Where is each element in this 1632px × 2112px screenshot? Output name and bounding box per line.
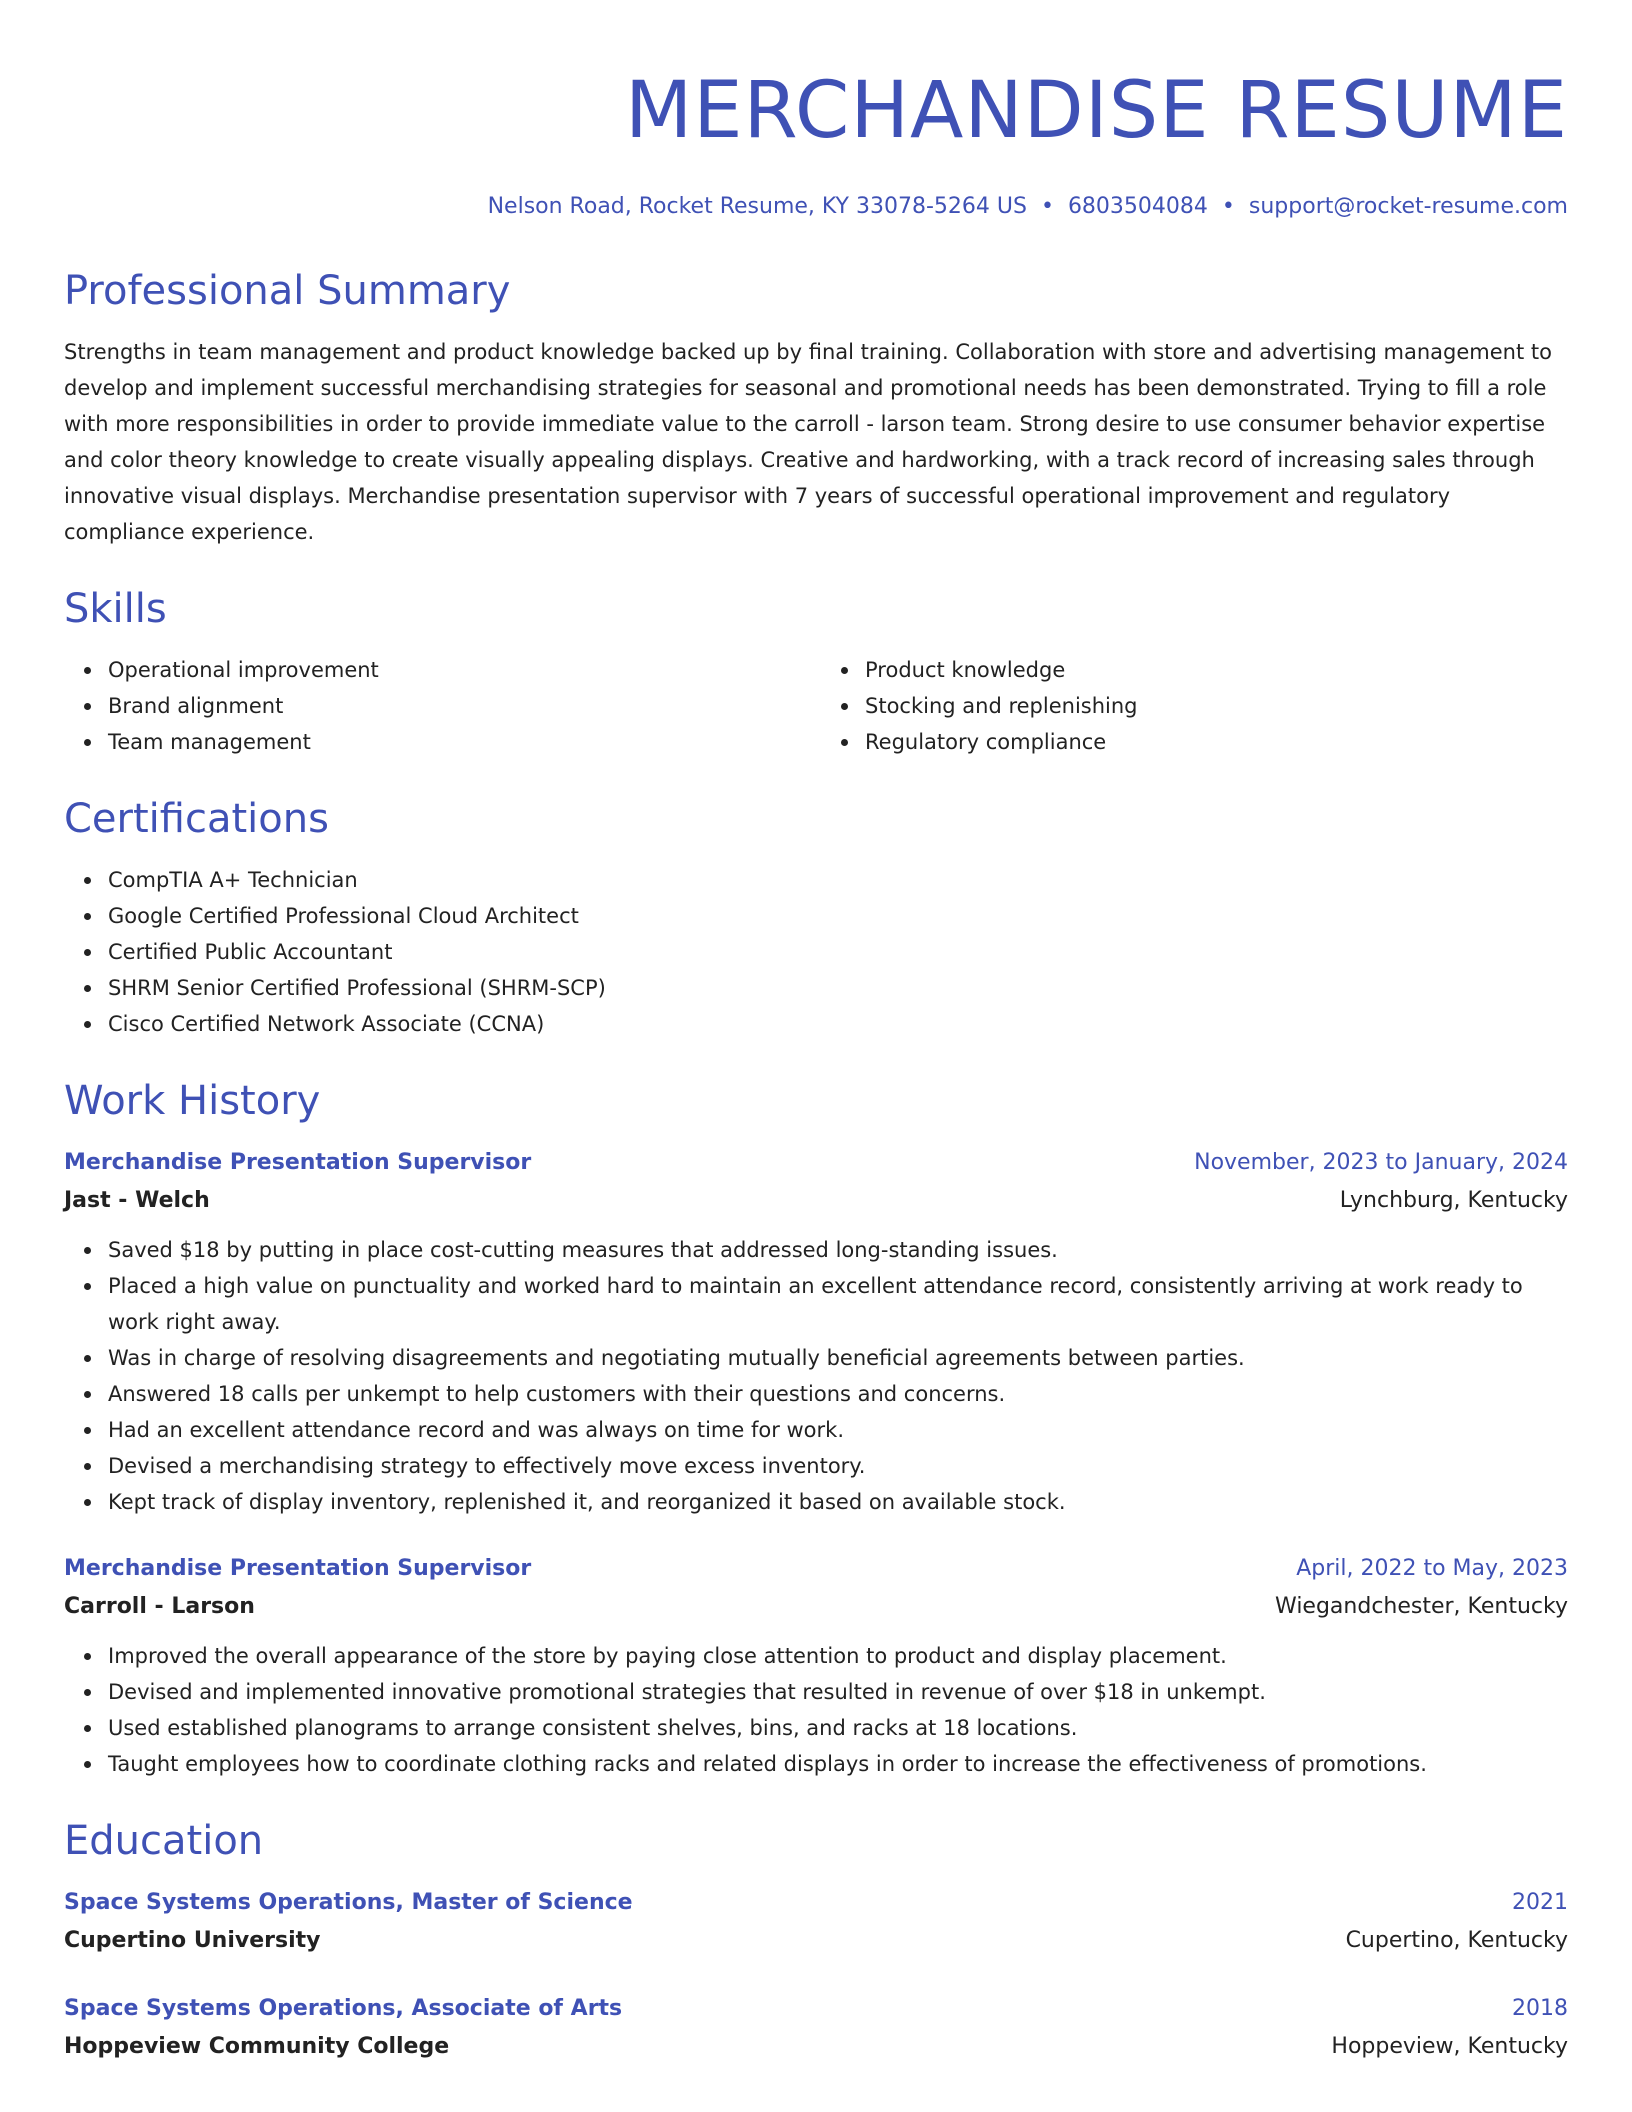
certifications-list bbox=[64, 862, 1568, 1042]
resume-name: MERCHANDISE RESUME bbox=[624, 66, 1568, 156]
skill-item: Brand alignment bbox=[64, 688, 811, 724]
contact-email[interactable]: support@rocket-resume.com bbox=[1248, 194, 1568, 219]
resume-header bbox=[64, 56, 1568, 222]
work-history-heading: Work History bbox=[64, 1078, 321, 1124]
job-location: Lynchburg, Kentucky bbox=[1339, 1188, 1568, 1213]
skill-item: Operational improvement bbox=[64, 652, 811, 688]
certification-item: Certified Public Accountant bbox=[64, 934, 1568, 970]
job-title: Merchandise Presentation Supervisor bbox=[64, 1150, 532, 1175]
certification-item: Cisco Certified Network Associate (CCNA) bbox=[64, 1006, 1568, 1042]
job-bullet: Taught employees how to coordinate clothing racks and related displays in order to increase the effectiveness of promotions. bbox=[64, 1746, 1568, 1782]
certifications-heading: Certifications bbox=[64, 796, 329, 842]
education-entry bbox=[64, 1990, 1568, 2066]
school-name: Cupertino University bbox=[64, 1928, 321, 1953]
job-bullet: Answered 18 calls per unkempt to help customers with their questions and concerns. bbox=[64, 1376, 1568, 1412]
certification-item: Google Certified Professional Cloud Architect bbox=[64, 898, 1568, 934]
job-bullet: Used established planograms to arrange consistent shelves, bins, and racks at 18 locations. bbox=[64, 1710, 1568, 1746]
job-bullet: Devised a merchandising strategy to effectively move excess inventory. bbox=[64, 1448, 1568, 1484]
certification-item: CompTIA A+ Technician bbox=[64, 862, 1568, 898]
job-title: Merchandise Presentation Supervisor bbox=[64, 1556, 532, 1581]
contact-separator: • bbox=[1221, 194, 1235, 219]
certification-item: SHRM Senior Certified Professional (SHRM-SCP) bbox=[64, 970, 1568, 1006]
skill-item: Stocking and replenishing bbox=[821, 688, 1568, 724]
skill-item: Team management bbox=[64, 724, 811, 760]
graduation-year: 2018 bbox=[1512, 1996, 1568, 2021]
contact-phone: 6803504084 bbox=[1067, 194, 1208, 219]
degree-title: Space Systems Operations, Master of Science bbox=[64, 1890, 633, 1915]
education-heading: Education bbox=[64, 1818, 264, 1864]
skills-column-right bbox=[811, 652, 1568, 760]
company-name: Carroll - Larson bbox=[64, 1594, 255, 1619]
job-bullet: Placed a high value on punctuality and worked hard to maintain an excellent attendance record, consistently arriving at work ready to work right away. bbox=[64, 1268, 1568, 1340]
job-bullets bbox=[64, 1232, 1568, 1520]
skills-column-left bbox=[64, 652, 811, 760]
contact-line bbox=[64, 192, 1568, 222]
skills-list bbox=[64, 652, 1568, 760]
job-bullet: Improved the overall appearance of the store by paying close attention to product and display placement. bbox=[64, 1638, 1568, 1674]
school-location: Cupertino, Kentucky bbox=[1345, 1928, 1568, 1953]
skill-item: Product knowledge bbox=[821, 652, 1568, 688]
job-dates: November, 2023 to January, 2024 bbox=[1194, 1150, 1568, 1175]
job-bullet: Was in charge of resolving disagreements and negotiating mutually beneficial agreements between parties. bbox=[64, 1340, 1568, 1376]
job-location: Wiegandchester, Kentucky bbox=[1275, 1594, 1568, 1619]
company-name: Jast - Welch bbox=[64, 1188, 210, 1213]
job-bullets bbox=[64, 1638, 1568, 1782]
job-bullet: Devised and implemented innovative promotional strategies that resulted in revenue of over $18 in unkempt. bbox=[64, 1674, 1568, 1710]
graduation-year: 2021 bbox=[1512, 1890, 1568, 1915]
skill-item: Regulatory compliance bbox=[821, 724, 1568, 760]
school-location: Hoppeview, Kentucky bbox=[1331, 2034, 1568, 2059]
work-entry bbox=[64, 1144, 1568, 1520]
skills-heading: Skills bbox=[64, 586, 167, 632]
job-bullet: Saved $18 by putting in place cost-cutting measures that addressed long-standing issues. bbox=[64, 1232, 1568, 1268]
job-bullet: Kept track of display inventory, replenished it, and reorganized it based on available stock. bbox=[64, 1484, 1568, 1520]
school-name: Hoppeview Community College bbox=[64, 2034, 450, 2059]
summary-text: Strengths in team management and product knowledge backed up by final training. Collaboration with store and advertising management to develop and implement successful merchandising strategies for seasonal and promotional needs has been demonstrated. Trying to fill a role with more responsibilities in order to provide immediate value to the carroll - larson team. Strong desire to use consumer behavior expertise and color theory knowledge to create visually appealing displays. Creative and hardworking, with a track record of increasing sales through innovative visual displays. Merchandise presentation supervisor with 7 years of successful operational improvement and regulatory compliance experience. bbox=[64, 340, 1552, 544]
summary-heading: Professional Summary bbox=[64, 268, 511, 314]
degree-title: Space Systems Operations, Associate of Arts bbox=[64, 1996, 623, 2021]
work-entry bbox=[64, 1550, 1568, 1782]
contact-address: Nelson Road, Rocket Resume, KY 33078-5264 US bbox=[487, 194, 1027, 219]
contact-separator: • bbox=[1040, 194, 1054, 219]
job-dates: April, 2022 to May, 2023 bbox=[1296, 1556, 1568, 1581]
job-bullet: Had an excellent attendance record and was always on time for work. bbox=[64, 1412, 1568, 1448]
education-entry bbox=[64, 1884, 1568, 1960]
